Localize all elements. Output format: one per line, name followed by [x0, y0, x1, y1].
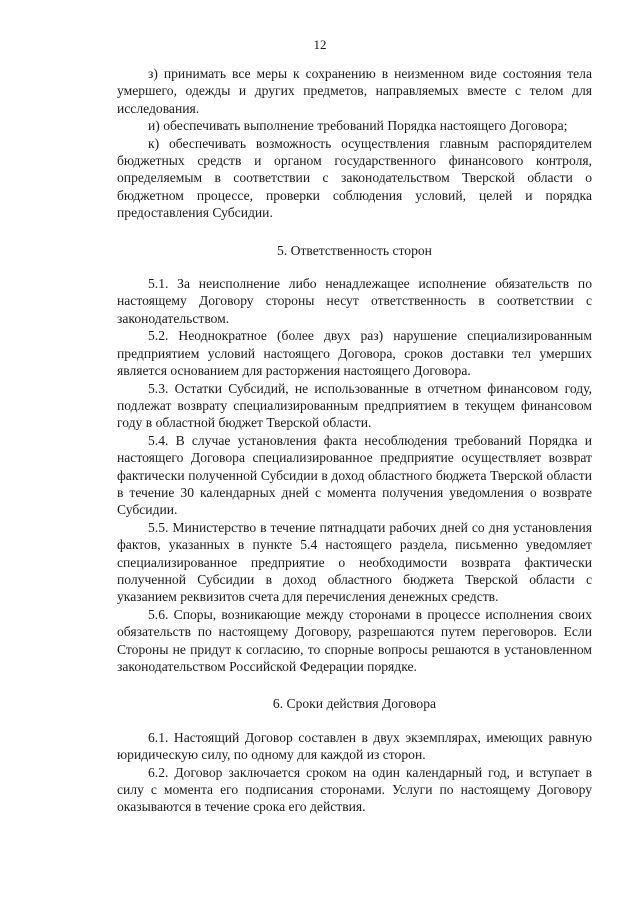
page-number: 12 — [313, 37, 327, 52]
paragraph-5-5: 5.5. Министерство в течение пятнадцати рабочих дней со дня установления фактов, указанных в пункте 5.4 настоящего раздела, письменно уведомляет специализированное предприятие о необходимости возврата фактически полученной Субсидии в доход областного бюджета Тверской области с указанием реквизитов счета для перечисления денежных средств. — [117, 519, 592, 605]
paragraph-5-4: 5.4. В случае установления факта несоблюдения требований Порядка и настоящего Договора специализированное предприятие осуществляет возврат фактически полученной Субсидии в доход областного бюджета Тверской области в течение 30 календарных дней с момента получения уведомления о возврате Субсидии. — [117, 432, 592, 518]
paragraph-k: к) обеспечивать возможность осуществления главным распорядителем бюджетных средств и органом государственного финансового контроля, определяемым в соответствии с законодательством Тверской области о бюджетном процессе, проверки соблюдения условий, целей и порядка предоставления Субсидии. — [117, 135, 592, 221]
paragraph-5-1: 5.1. За неисполнение либо ненадлежащее исполнение обязательств по настоящему Договору стороны несут ответственность в соответствии с законодательством. — [117, 276, 592, 326]
paragraph-5-6: 5.6. Споры, возникающие между сторонами в процессе исполнения своих обязательств по настоящему Договору, разрешаются путем переговоров. Если Стороны не придут к согласию, то спорные вопросы решаются в установленном законодательством Российской Федерации порядке. — [117, 606, 592, 674]
paragraph-5-2: 5.2. Неоднократное (более двух раз) нарушение специализированным предприятием условий настоящего Договора, сроков доставки тел умерших является основанием для расторжения настоящего Договора. — [117, 328, 592, 379]
paragraph-z: з) принимать все меры к сохранению в неизменном виде состояния тела умершего, одежды и других предметов, направляемых вместе с телом для исследования. — [117, 66, 592, 116]
paragraph-i: и) обеспечивать выполнение требований Порядка настоящего Договора; — [148, 118, 568, 134]
document-body — [117, 65, 592, 816]
section-heading-5: 5. Ответственность сторон — [277, 242, 432, 258]
paragraph-5-3: 5.3. Остатки Субсидий, не использованные в отчетном финансовом году, подлежат возврату специализированным предприятием в текущем финансовом году в областной бюджет Тверской области. — [117, 380, 592, 431]
paragraph-6-2: 6.2. Договор заключается сроком на один календарный год, и вступает в силу с момента его подписания сторонами. Услуги по настоящему Договору оказываются в течение срока его действия. — [117, 764, 592, 815]
paragraph-6-1: 6.1. Настоящий Договор составлен в двух экземплярах, имеющих равную юридическую силу, по одному для каждой из сторон. — [117, 729, 592, 763]
section-heading-6: 6. Сроки действия Договора — [272, 696, 437, 712]
